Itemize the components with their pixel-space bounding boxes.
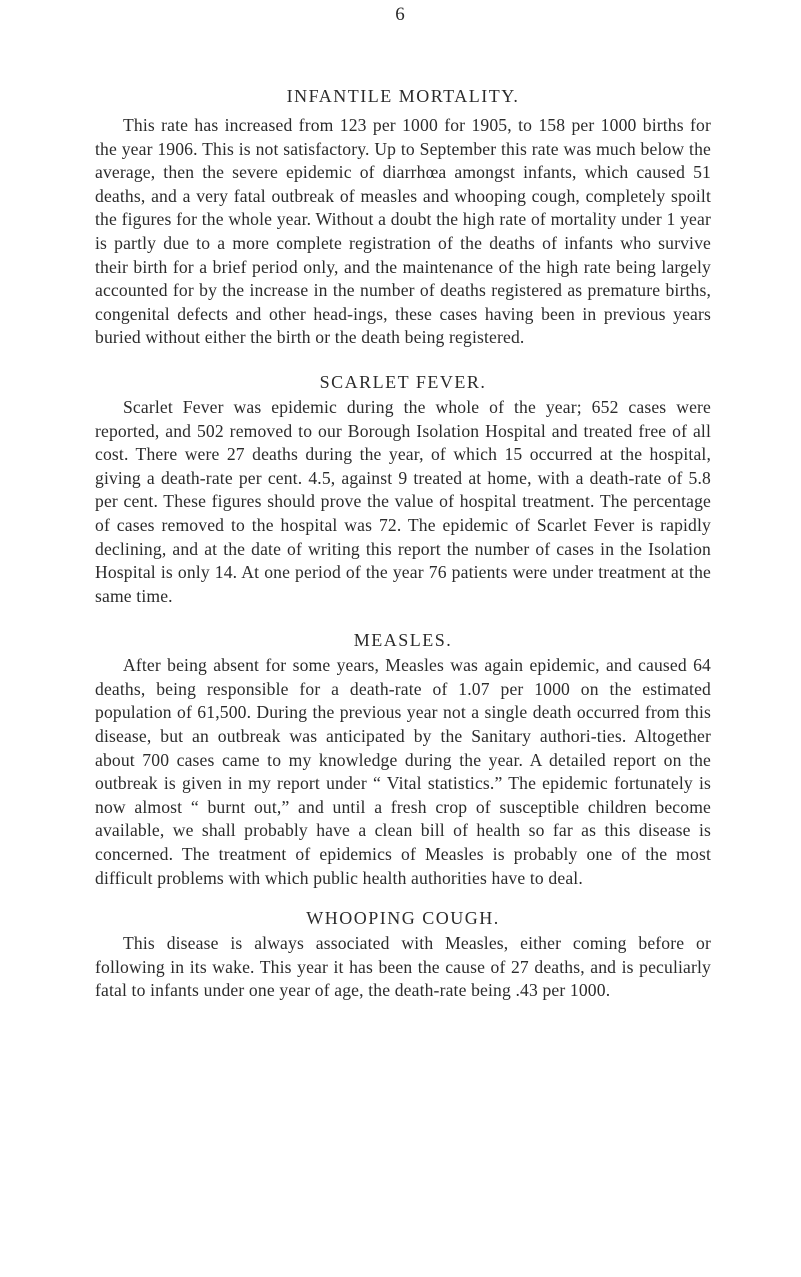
section-measles: [95, 626, 711, 890]
section-spacer: [95, 608, 711, 626]
section-heading-measles: MEASLES.: [353, 630, 453, 651]
section-spacer: [95, 350, 711, 368]
section-infantile-mortality: [95, 82, 711, 350]
paragraph-infantile-mortality: This rate has increased from 123 per 1000 for 1905, to 158 per 1000 births for the year 1906. This is not satisfactory. Up to September this rate was much below the average, then the severe epidemic of diarrhœa amongst infants, which caused 51 deaths, and a very fatal outbreak of measles and whooping cough, completely spoilt the figures for the whole year. Without a doubt the high rate of mortality under 1 year is partly due to a more complete registration of the deaths of infants who survive their birth for a brief period only, and the maintenance of the high rate being largely accounted for by the increase in the number of deaths registered as premature births, congenital defects and other head-ings, these cases having been in previous years buried without either the birth or the death being registered.: [95, 115, 711, 348]
section-heading-infantile-mortality: INFANTILE MORTALITY.: [286, 86, 520, 106]
document-body: [95, 82, 711, 1003]
paragraph-measles: After being absent for some years, Measles was again epidemic, and caused 64 deaths, being responsible for a death-rate of 1.07 per 1000 on the estimated population of 61,500. During the previous year not a single death occurred from this disease, but an outbreak was anticipated by the Sanitary authori-ties. Altogether about 700 cases came to my knowledge during the year. A detailed report on the outbreak is given in my report under “ Vital statistics.” The epidemic fortunately is now almost “ burnt out,” and until a fresh crop of susceptible children become available, we shall probably have a clean bill of health so far as this disease is concerned. The treatment of epidemics of Measles is probably one of the most difficult problems with which public health authorities have to deal.: [95, 655, 711, 888]
section-heading-whooping-cough: WHOOPING COUGH.: [306, 908, 500, 929]
paragraph-scarlet-fever: Scarlet Fever was epidemic during the whole of the year; 652 cases were reported, and 502 removed to our Borough Isolation Hospital and treated free of all cost. There were 27 deaths during the year, of which 15 occurred at the hospital, giving a death-rate per cent. 4.5, against 9 treated at home, with a death-rate of 5.8 per cent. These figures should prove the value of hospital treatment. The percentage of cases removed to the hospital was 72. The epidemic of Scarlet Fever is rapidly declining, and at the date of writing this report the number of cases in the Isolation Hospital is only 14. At one period of the year 76 patients were under treatment at the same time.: [95, 396, 711, 606]
section-heading-scarlet-fever: SCARLET FEVER.: [319, 371, 487, 392]
section-scarlet-fever: [95, 368, 711, 608]
section-spacer: [95, 890, 711, 904]
section-whooping-cough: [95, 904, 711, 1003]
page-number: 6: [395, 4, 406, 25]
paragraph-whooping-cough: This disease is always associated with Measles, either coming before or following in its wake. This year it has been the cause of 27 deaths, and is peculiarly fatal to infants under one year of age, the death-rate being .43 per 1000.: [95, 933, 711, 1001]
